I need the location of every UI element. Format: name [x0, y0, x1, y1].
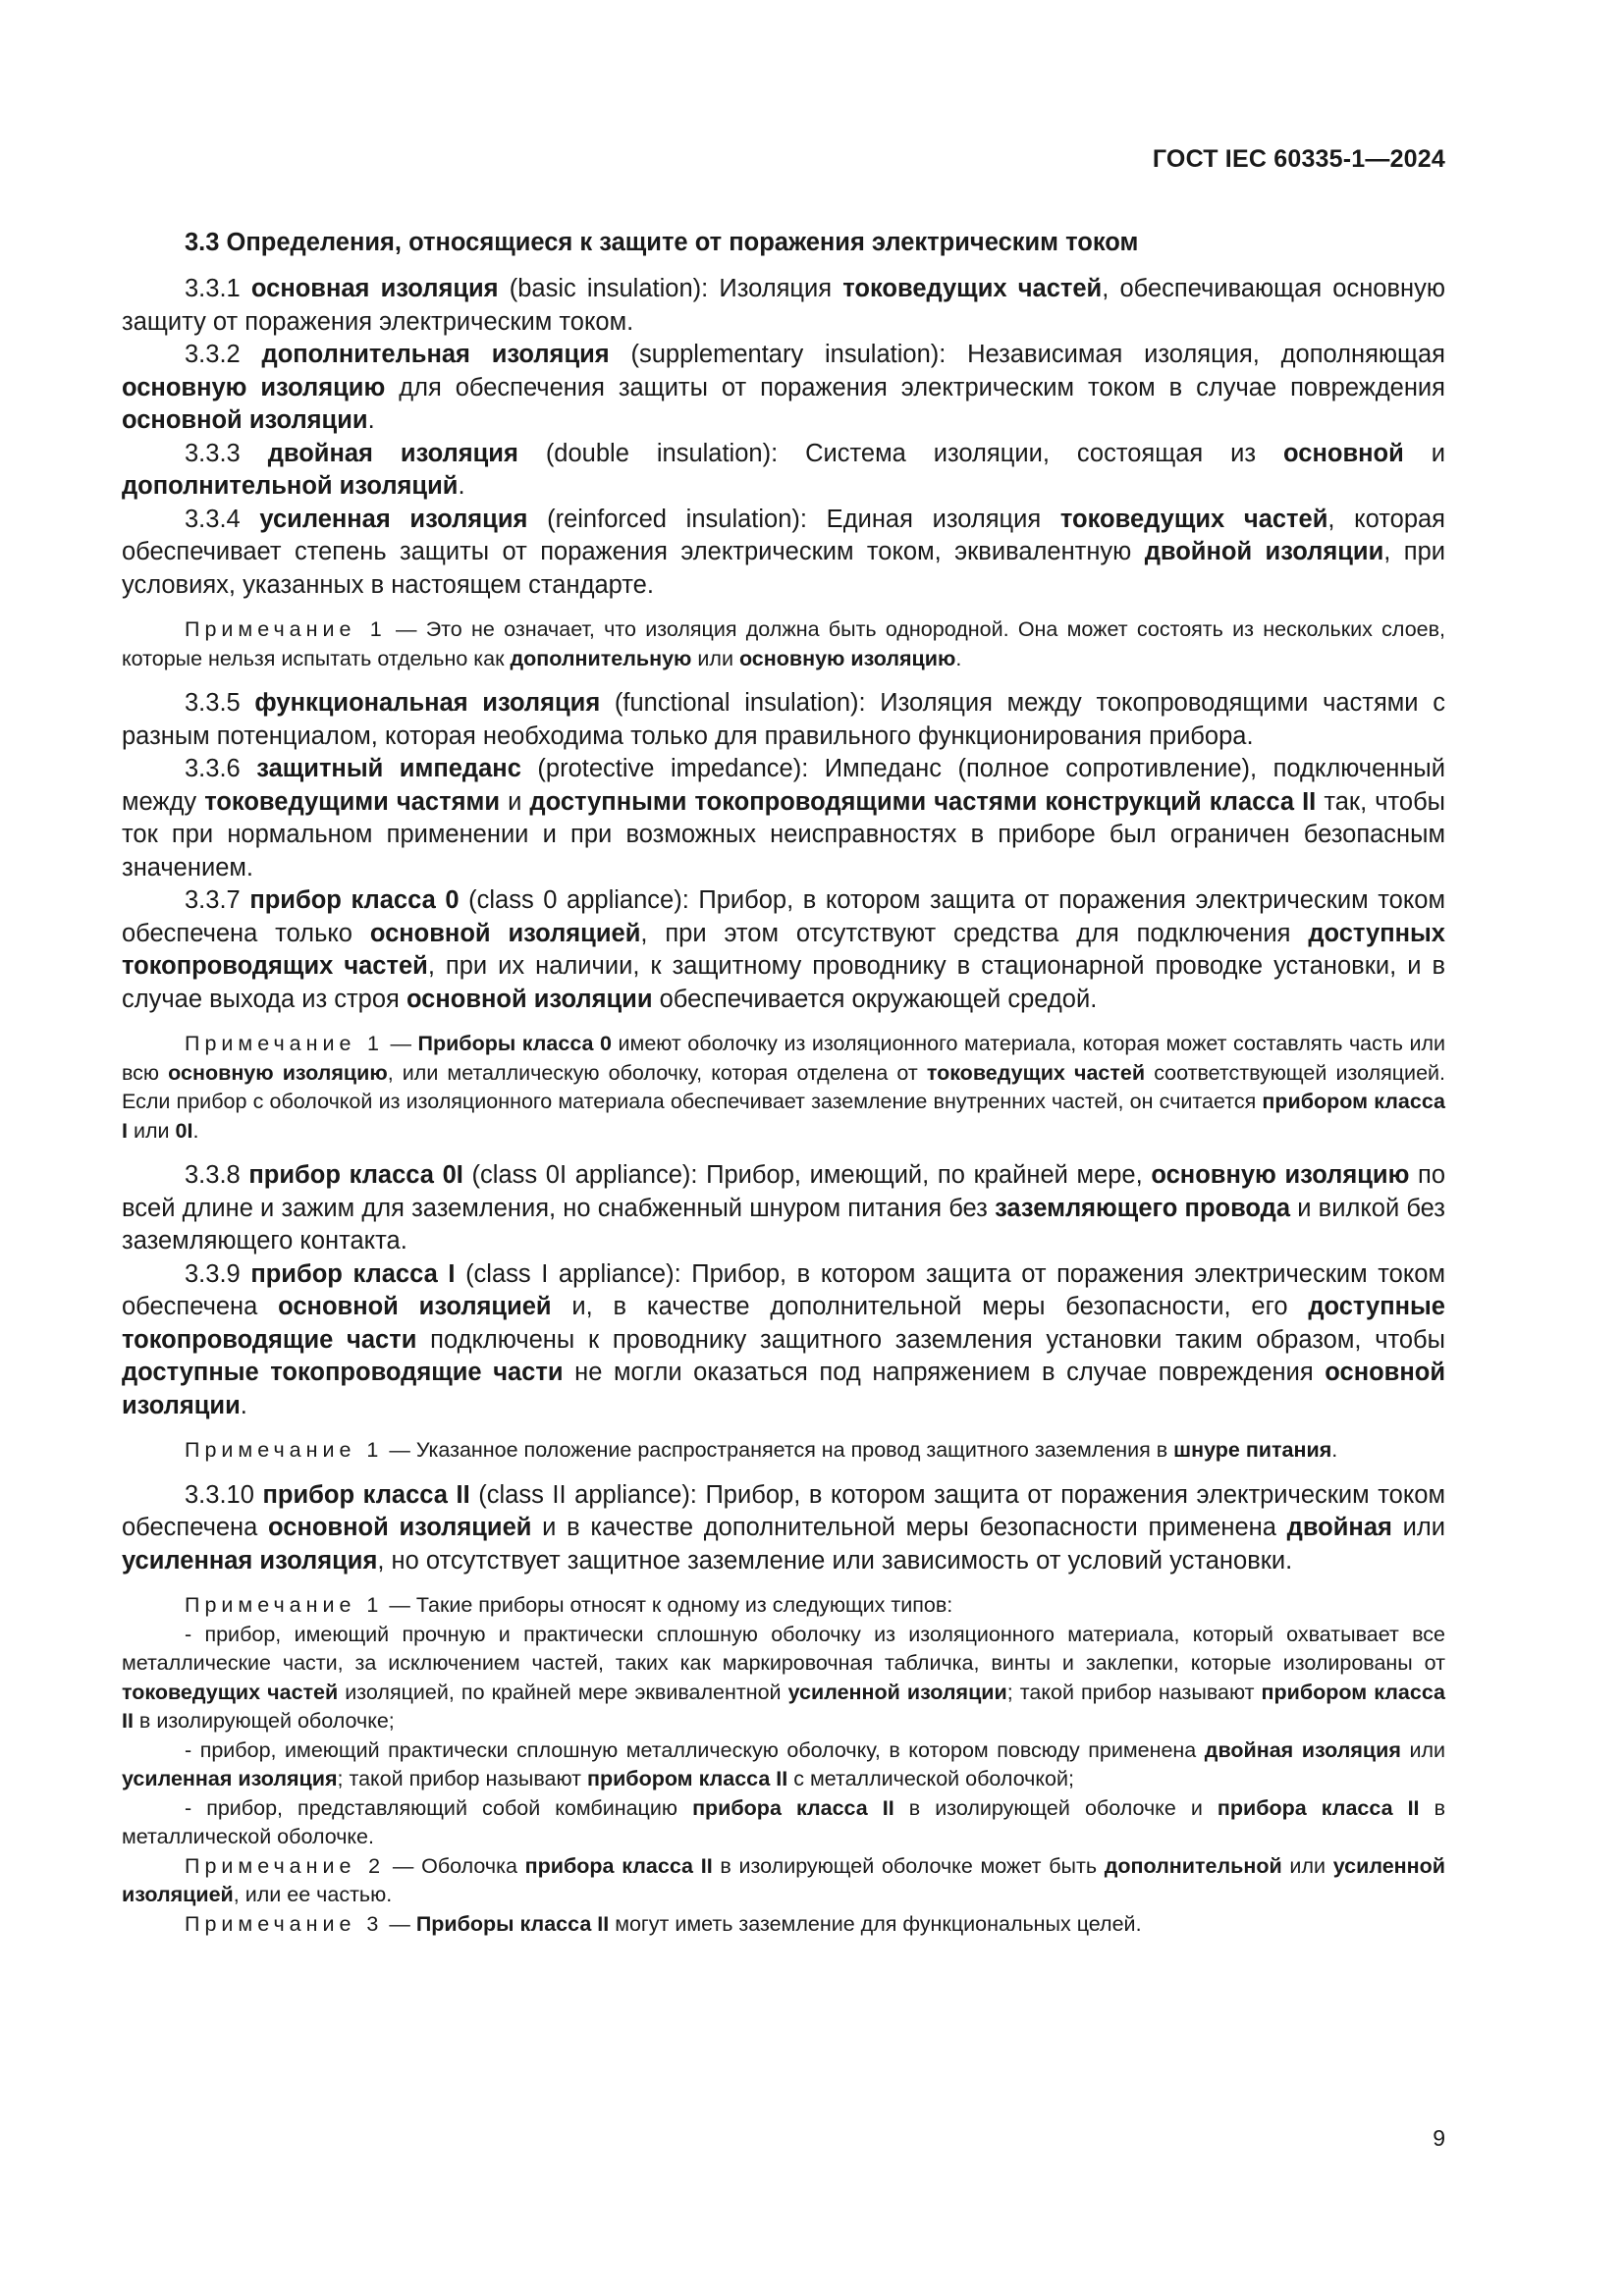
- text-run: , но отсутствует защитное заземление или зависимость от условий установки.: [377, 1546, 1293, 1575]
- text-run: так, чтобы ток при нормальном применении и при возможных неисправностях в приборе был ограничен безопасным значением.: [122, 787, 1446, 881]
- text-run: — Такие приборы относят к одному из следующих типов:: [383, 1593, 953, 1617]
- text-run: 3.3.8: [185, 1161, 249, 1189]
- note-paragraph: [122, 1030, 1445, 1146]
- text-run: .: [240, 1391, 247, 1419]
- note-paragraph: [122, 1436, 1445, 1466]
- text-run: (class II appliance): Прибор, в котором защита от поражения электрическим током обеспечена: [122, 1480, 1446, 1541]
- defined-term: 0I: [175, 1118, 193, 1143]
- defined-term: токоведущих частей: [122, 1680, 339, 1704]
- text-run: , при условиях, указанных в настоящем стандарте.: [122, 538, 1446, 599]
- text-run: - прибор, имеющий прочную и практически сплошную оболочку из изоляционного материала, который охватывает все металлические части, за исключением частей, таких как маркировочная табличка, винты и заклепки, которые изолированы от: [122, 1622, 1445, 1675]
- text-run: или: [1281, 1853, 1333, 1878]
- text-run: для обеспечения защиты от поражения электрическим током в случае повреждения: [385, 373, 1445, 401]
- defined-term: шнуре питания: [1173, 1438, 1332, 1462]
- note-paragraph: [122, 1910, 1445, 1940]
- defined-term: дополнительную: [510, 646, 692, 670]
- defined-term: токоведущих частей: [926, 1060, 1146, 1085]
- text-run: (functional insulation): Изоляция между токопроводящими частями с разным потенциалом, которая необходима только для правильного функционирования прибора.: [122, 689, 1445, 750]
- text-run: 3.3.9: [185, 1259, 251, 1288]
- defined-term: прибор класса I: [250, 1259, 456, 1288]
- defined-term: доступных токопроводящих частей: [122, 919, 1445, 980]
- note-paragraph: [122, 1591, 1445, 1621]
- note-label: Примечание 2: [185, 1853, 386, 1878]
- text-run: в металлической оболочке.: [122, 1795, 1445, 1848]
- note-label: Примечание 1: [185, 617, 387, 641]
- note-paragraph: [122, 1794, 1445, 1852]
- defined-term: доступными токопроводящими частями конструкций класса II: [529, 787, 1317, 816]
- text-run: 3.3.5: [185, 689, 255, 717]
- document-number: ГОСТ IEC 60335-1—2024: [1152, 145, 1445, 173]
- note-label: Примечание 1: [185, 1438, 384, 1462]
- defined-term: прибор класса 0: [249, 886, 460, 914]
- definition-paragraph: [122, 339, 1445, 438]
- definition-paragraph: [122, 1159, 1445, 1258]
- defined-term: основная изоляция: [250, 275, 499, 302]
- text-run: изоляцией, по крайней мере эквивалентной: [338, 1680, 788, 1704]
- defined-term: дополнительная изоляция: [261, 341, 610, 368]
- text-run: , которая обеспечивает степень защиты от поражения электрическим током, эквивалентную: [122, 505, 1445, 565]
- text-run: в изолирующей оболочке может быть: [712, 1853, 1105, 1878]
- note-block: [122, 615, 1445, 673]
- text-run: , или металлическую оболочку, которая отделена от: [387, 1060, 927, 1085]
- text-run: 3.3.3: [185, 439, 268, 467]
- note-block: [122, 1591, 1445, 1939]
- defined-term: основной изоляции: [406, 985, 653, 1013]
- text-run: , обеспечивающая основную защиту от поражения электрическим током.: [122, 275, 1445, 336]
- text-run: .: [367, 406, 375, 434]
- defined-term: прибора класса II: [692, 1795, 894, 1820]
- defined-term: Приборы класса 0: [417, 1032, 612, 1055]
- definition-paragraph: [122, 687, 1445, 753]
- defined-term: основной изоляцией: [268, 1514, 532, 1541]
- text-run: —: [383, 1911, 416, 1936]
- text-run: - прибор, имеющий практически сплошную металлическую оболочку, в котором повсюду применена: [185, 1737, 1205, 1762]
- definitions-list: [122, 273, 1445, 1939]
- text-run: 3.3.1: [185, 275, 251, 302]
- note-paragraph: [122, 1852, 1445, 1910]
- text-run: соответствующей изоляцией. Если прибор с оболочкой из изоляционного материала обеспечивает заземление внутренних частей, он считается: [122, 1060, 1446, 1113]
- defined-term: прибора класса II: [1217, 1795, 1420, 1820]
- defined-term: двойной изоляции: [1144, 538, 1384, 565]
- defined-term: заземляющего провода: [995, 1194, 1291, 1222]
- defined-term: Приборы класса II: [415, 1911, 610, 1936]
- text-run: (protective impedance): Импеданс (полное сопротивление), подключенный между: [122, 755, 1446, 816]
- text-run: — Указанное положение распространяется на провод защитного заземления в: [383, 1438, 1174, 1462]
- defined-term: основной изоляцией: [369, 919, 641, 947]
- defined-term: прибор класса II: [262, 1480, 470, 1509]
- defined-term: усиленная изоляция: [259, 505, 528, 533]
- defined-term: основную изоляцию: [1151, 1161, 1410, 1189]
- defined-term: защитный импеданс: [256, 755, 521, 782]
- text-run: ; такой прибор называют: [1006, 1680, 1262, 1704]
- text-run: подключены к проводнику защитного заземления установки таким образом, чтобы: [416, 1325, 1445, 1354]
- text-run: и вилкой без заземляющего контакта.: [122, 1194, 1446, 1255]
- document-body: [122, 226, 1445, 1952]
- text-run: или: [1391, 1514, 1445, 1541]
- text-run: имеют оболочку из изоляционного материала, которая может составлять часть или всю: [122, 1032, 1446, 1085]
- note-label: Примечание 3: [185, 1911, 384, 1936]
- text-run: (reinforced insulation): Единая изоляция: [527, 505, 1060, 533]
- text-run: , или ее частью.: [233, 1883, 393, 1906]
- text-run: по всей длине и зажим для заземления, но снабженный шнуром питания без: [122, 1161, 1446, 1222]
- text-run: (double insulation): Система изоляции, состоящая из: [517, 439, 1284, 467]
- text-run: (basic insulation): Изоляция: [498, 275, 843, 302]
- defined-term: основную изоляцию: [738, 646, 956, 670]
- note-label: Примечание 1: [185, 1032, 384, 1055]
- note-block: [122, 1436, 1445, 1466]
- definition-paragraph: [122, 273, 1445, 339]
- text-run: и в качестве дополнительной меры безопасности применена: [531, 1514, 1287, 1541]
- text-run: 3.3.6: [185, 755, 257, 782]
- defined-term: двойная изоляция: [267, 439, 518, 467]
- defined-term: дополнительной изоляций: [122, 472, 459, 500]
- note-block: [122, 1030, 1445, 1146]
- text-run: не могли оказаться под напряжением в случае повреждения: [563, 1359, 1326, 1386]
- note-paragraph: [122, 615, 1445, 673]
- definition-paragraph: [122, 753, 1445, 884]
- section-title: 3.3 Определения, относящиеся к защите от поражения электрическим током: [185, 229, 1139, 256]
- definition-paragraph: [122, 1479, 1445, 1578]
- defined-term: прибор класса 0I: [248, 1161, 463, 1189]
- defined-term: прибора класса II: [524, 1853, 713, 1878]
- text-run: и, в качестве дополнительной меры безопасности, его: [551, 1293, 1309, 1320]
- defined-term: усиленной изоляцией: [122, 1853, 1445, 1906]
- defined-term: основную изоляцию: [168, 1060, 388, 1085]
- text-run: , при этом отсутствуют средства для подключения: [640, 919, 1309, 947]
- defined-term: основную изоляцию: [122, 373, 386, 401]
- defined-term: токоведущих частей: [842, 275, 1103, 302]
- text-run: или: [127, 1118, 176, 1143]
- text-run: и: [1403, 439, 1445, 467]
- text-run: ; такой прибор называют: [337, 1767, 587, 1790]
- text-run: в изолирующей оболочке и: [893, 1795, 1218, 1820]
- defined-term: прибором класса II: [586, 1767, 788, 1790]
- text-run: (supplementary insulation): Независимая изоляция, дополняющая: [609, 341, 1445, 368]
- definition-paragraph: [122, 438, 1445, 504]
- note-paragraph: [122, 1736, 1445, 1794]
- text-run: обеспечивается окружающей средой.: [652, 985, 1098, 1013]
- text-run: в изолирующей оболочке;: [133, 1709, 395, 1733]
- text-run: 3.3.2: [185, 341, 262, 368]
- defined-term: доступные токопроводящие части: [122, 1359, 564, 1386]
- defined-term: основной изоляцией: [278, 1293, 552, 1320]
- text-run: .: [458, 472, 465, 500]
- defined-term: дополнительной: [1104, 1853, 1282, 1878]
- definition-paragraph: [122, 504, 1445, 603]
- defined-term: двойная: [1286, 1514, 1392, 1541]
- text-run: — Оболочка: [385, 1853, 525, 1878]
- text-run: .: [955, 646, 962, 670]
- defined-term: функциональная изоляция: [254, 689, 601, 717]
- text-run: 3.3.7: [185, 886, 250, 914]
- text-run: (class 0 appliance): Прибор, в котором защита от поражения электрическим током обеспечена только: [122, 886, 1445, 947]
- defined-term: токоведущими частями: [204, 787, 500, 816]
- text-run: с металлической оболочкой;: [787, 1767, 1074, 1790]
- text-run: (class I appliance): Прибор, в котором защита от поражения электрическим током обеспечена: [122, 1259, 1445, 1320]
- definition-paragraph: [122, 1258, 1445, 1423]
- note-paragraph: [122, 1621, 1445, 1736]
- text-run: и: [500, 787, 530, 816]
- defined-term: усиленная изоляция: [122, 1546, 378, 1575]
- defined-term: двойная изоляция: [1204, 1737, 1401, 1762]
- text-run: — Это не означает, что изоляция должна быть однородной. Она может состоять из нескольких слоев, которые нельзя испытать отдельно как: [122, 617, 1445, 670]
- text-run: 3.3.4: [185, 505, 260, 533]
- text-run: —: [383, 1032, 418, 1055]
- defined-term: основной: [1283, 439, 1404, 467]
- text-run: (class 0I appliance): Прибор, имеющий, по крайней мере,: [462, 1161, 1152, 1189]
- note-label: Примечание 1: [185, 1593, 384, 1617]
- defined-term: усиленная изоляция: [122, 1767, 338, 1790]
- defined-term: основной изоляции: [122, 1359, 1445, 1419]
- text-run: 3.3.10: [185, 1480, 263, 1509]
- text-run: могут иметь заземление для функциональных целей.: [609, 1911, 1142, 1936]
- definition-paragraph: [122, 884, 1445, 1016]
- text-run: , при их наличии, к защитному проводнику в стационарной проводке установки, и в случае выхода из строя: [122, 952, 1445, 1013]
- text-run: или: [1400, 1737, 1446, 1762]
- page-number: 9: [1433, 2125, 1445, 2151]
- defined-term: основной изоляции: [122, 406, 368, 434]
- defined-term: прибором класса I: [122, 1090, 1445, 1143]
- text-run: - прибор, представляющий собой комбинацию: [185, 1795, 693, 1820]
- defined-term: токоведущих частей: [1059, 505, 1328, 533]
- text-run: или: [691, 646, 739, 670]
- defined-term: прибором класса II: [122, 1680, 1446, 1733]
- text-run: .: [1331, 1438, 1338, 1462]
- text-run: .: [192, 1118, 199, 1143]
- defined-term: усиленной изоляции: [787, 1680, 1007, 1704]
- defined-term: доступные токопроводящие части: [122, 1293, 1445, 1354]
